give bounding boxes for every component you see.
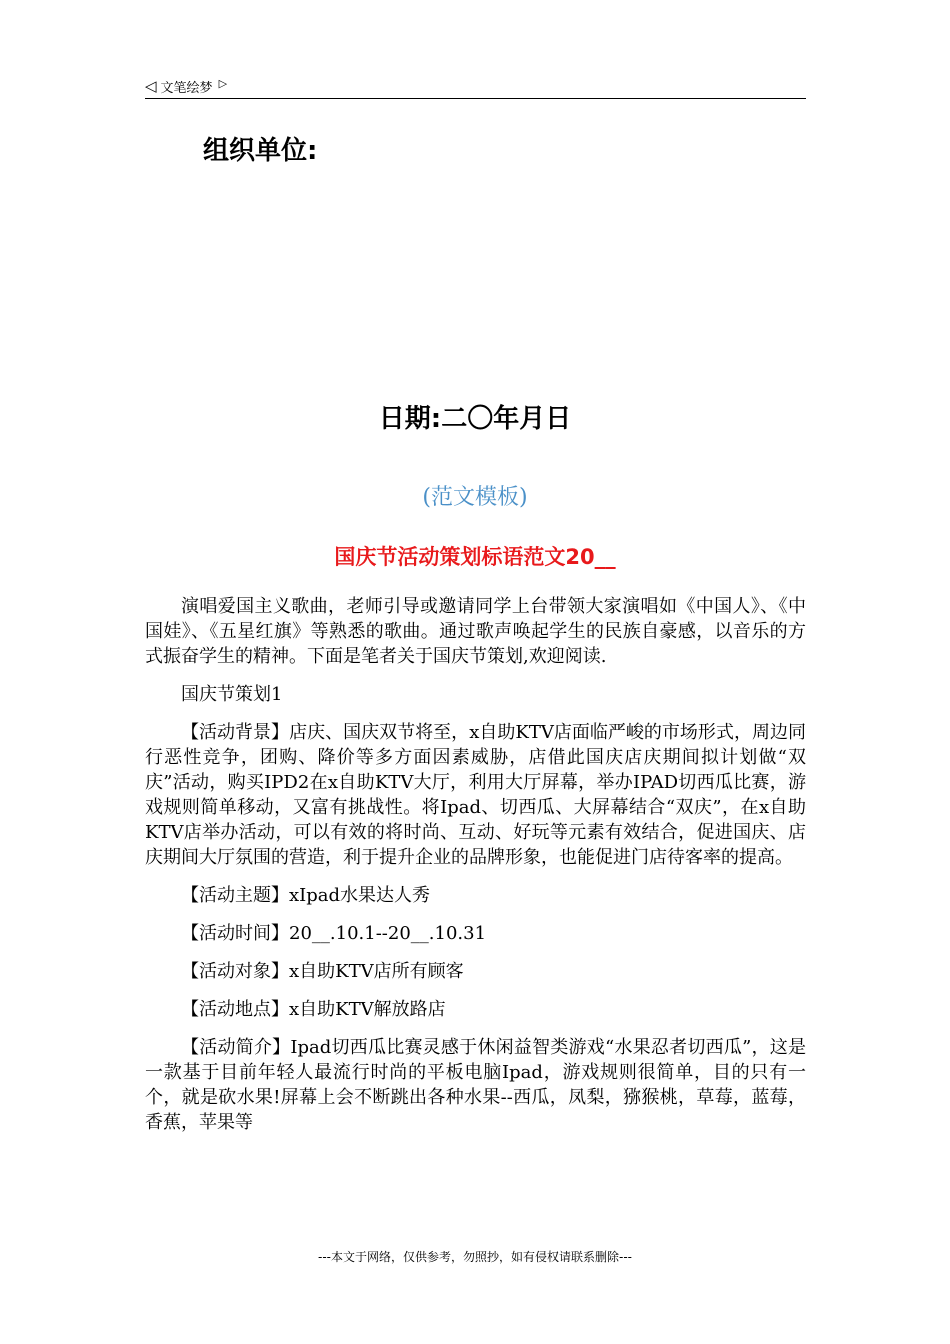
date-line: 日期:二〇年月日 xyxy=(378,404,572,434)
document-body xyxy=(145,594,806,1148)
paragraph: 【活动简介】Ipad切西瓜比赛灵感于休闲益智类游戏“水果忍者切西瓜”，这是一款基于目前年轻人最流行时尚的平板电脑Ipad，游戏规则很简单，目的只有一个，就是砍水果!屏幕上会不断跳出各种水果--西瓜，凤梨，猕猴桃，草莓，蓝莓，香蕉，苹果等 xyxy=(145,1037,806,1133)
paragraph: 【活动主题】xIpad水果达人秀 xyxy=(181,885,431,906)
footer-note: ---本文于网络，仅供参考，勿照抄，如有侵权请联系删除--- xyxy=(318,1250,632,1264)
template-tag: (范文模板) xyxy=(422,485,528,510)
org-label: 组织单位: xyxy=(203,136,318,166)
doc-title: 国庆节活动策划标语范文20__ xyxy=(334,545,616,569)
right-triangle-icon: ▷ xyxy=(218,76,228,90)
paragraph: 【活动时间】20__.10.1--20__.10.31 xyxy=(181,923,487,944)
paragraph: 【活动对象】x自助KTV店所有顾客 xyxy=(181,961,464,982)
paragraph: 【活动地点】x自助KTV解放路店 xyxy=(181,999,446,1020)
page-header xyxy=(145,74,806,99)
left-triangle-icon: ◁ xyxy=(145,76,157,95)
paragraph: 国庆节策划1 xyxy=(181,684,283,705)
paragraph: 【活动背景】店庆、国庆双节将至，x自助KTV店面临严峻的市场形式，周边同行恶性竞争，团购、降价等多方面因素威胁，店借此国庆店庆期间拟计划做“双庆”活动，购买IPD2在x自助KTV大厅，利用大厅屏幕，举办IPAD切西瓜比赛，游戏规则简单移动，又富有挑战性。将Ipad、切西瓜、大屏幕结合“双庆”，在x自助KTV店举办活动，可以有效的将时尚、互动、好玩等元素有效结合，促进国庆、店庆期间大厅氛围的营造，利于提升企业的品牌形象，也能促进门店待客率的提高。 xyxy=(145,722,806,868)
paragraph: 演唱爱国主义歌曲，老师引导或邀请同学上台带领大家演唱如《中国人》、《中国娃》、《五星红旗》等熟悉的歌曲。通过歌声唤起学生的民族自豪感，以音乐的方式振奋学生的精神。下面是笔者关于国庆节策划,欢迎阅读. xyxy=(145,596,806,667)
header-text: 文笔绘梦 xyxy=(160,80,213,96)
